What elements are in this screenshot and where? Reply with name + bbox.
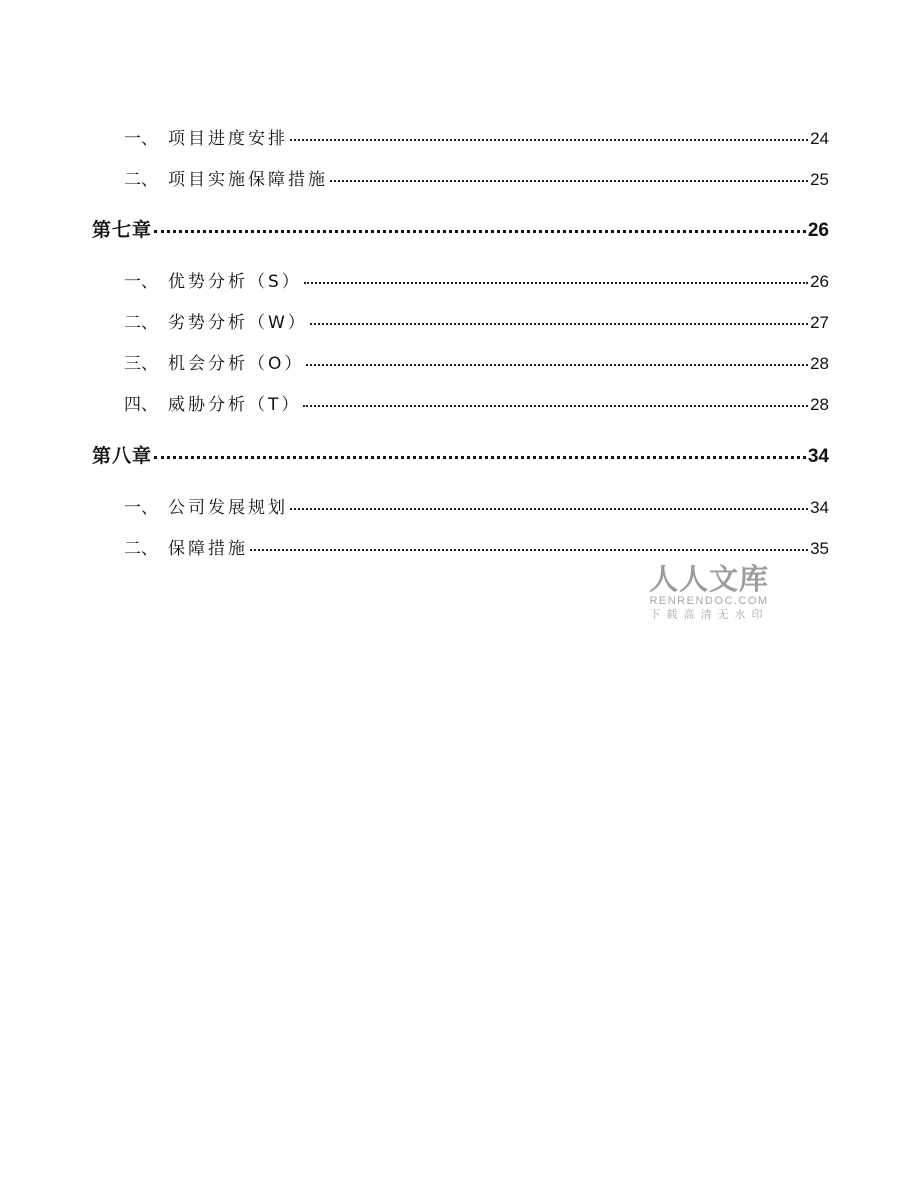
dot-leader: [154, 230, 806, 233]
dot-leader: [310, 323, 808, 325]
dot-leader: [303, 405, 808, 407]
toc-entry[interactable]: [124, 534, 829, 559]
watermark-logo: 人人文库: [648, 562, 769, 596]
toc-entry-title: 优势分析（S）: [168, 272, 302, 292]
toc-entry-number: 二、: [124, 170, 158, 190]
toc-entry[interactable]: [124, 349, 829, 374]
dot-leader: [250, 549, 808, 551]
toc-entry-page: 27: [810, 313, 829, 332]
toc-entry[interactable]: [124, 390, 829, 415]
toc-entry-number: 一、: [124, 498, 158, 518]
toc-entry[interactable]: [124, 267, 829, 292]
toc-entry-number: 二、: [124, 313, 158, 333]
toc-chapter-page: 26: [807, 220, 829, 241]
toc-entry-title: 机会分析（O）: [168, 354, 305, 374]
watermark-slogan: 下载高清无水印: [649, 608, 769, 621]
toc-entry-title: 公司发展规划: [168, 498, 288, 518]
toc-entry-page: 28: [810, 395, 829, 414]
toc-entry-page: 24: [810, 129, 829, 148]
toc-entry[interactable]: [124, 165, 829, 190]
dot-leader: [330, 180, 808, 182]
toc-chapter[interactable]: [92, 441, 829, 468]
toc-entry-page: 26: [810, 272, 829, 291]
toc-entry-title: 保障措施: [168, 539, 248, 559]
toc-entry-number: 二、: [124, 539, 158, 559]
toc-entry[interactable]: [124, 308, 829, 333]
dot-leader: [306, 364, 808, 366]
toc-entry-page: 35: [810, 539, 829, 558]
dot-leader: [304, 282, 808, 284]
toc-entry-page: 25: [810, 170, 829, 189]
toc-entry-number: 四、: [124, 395, 158, 415]
toc-entry-page: 28: [810, 354, 829, 373]
toc-entry[interactable]: [124, 493, 829, 518]
toc-entry-number: 一、: [124, 129, 158, 149]
toc-entry-number: 三、: [124, 354, 158, 374]
dot-leader: [290, 508, 808, 510]
toc-chapter[interactable]: [92, 215, 829, 242]
watermark: [646, 564, 772, 622]
toc-chapter-title: 第八章: [92, 445, 153, 467]
toc-entry-title: 劣势分析（W）: [168, 313, 308, 333]
toc-entry-title: 项目进度安排: [168, 129, 288, 149]
toc-entry[interactable]: [124, 124, 829, 149]
watermark-site: RENRENDOC.COM: [649, 595, 769, 607]
toc-entry-title: 威胁分析（T）: [168, 395, 302, 415]
toc-entry-number: 一、: [124, 272, 158, 292]
toc-entry-title: 项目实施保障措施: [168, 170, 328, 190]
dot-leader: [154, 456, 806, 459]
toc-entry-page: 34: [810, 498, 829, 517]
dot-leader: [290, 139, 808, 141]
toc-chapter-page: 34: [807, 446, 829, 467]
toc-chapter-title: 第七章: [92, 219, 153, 241]
